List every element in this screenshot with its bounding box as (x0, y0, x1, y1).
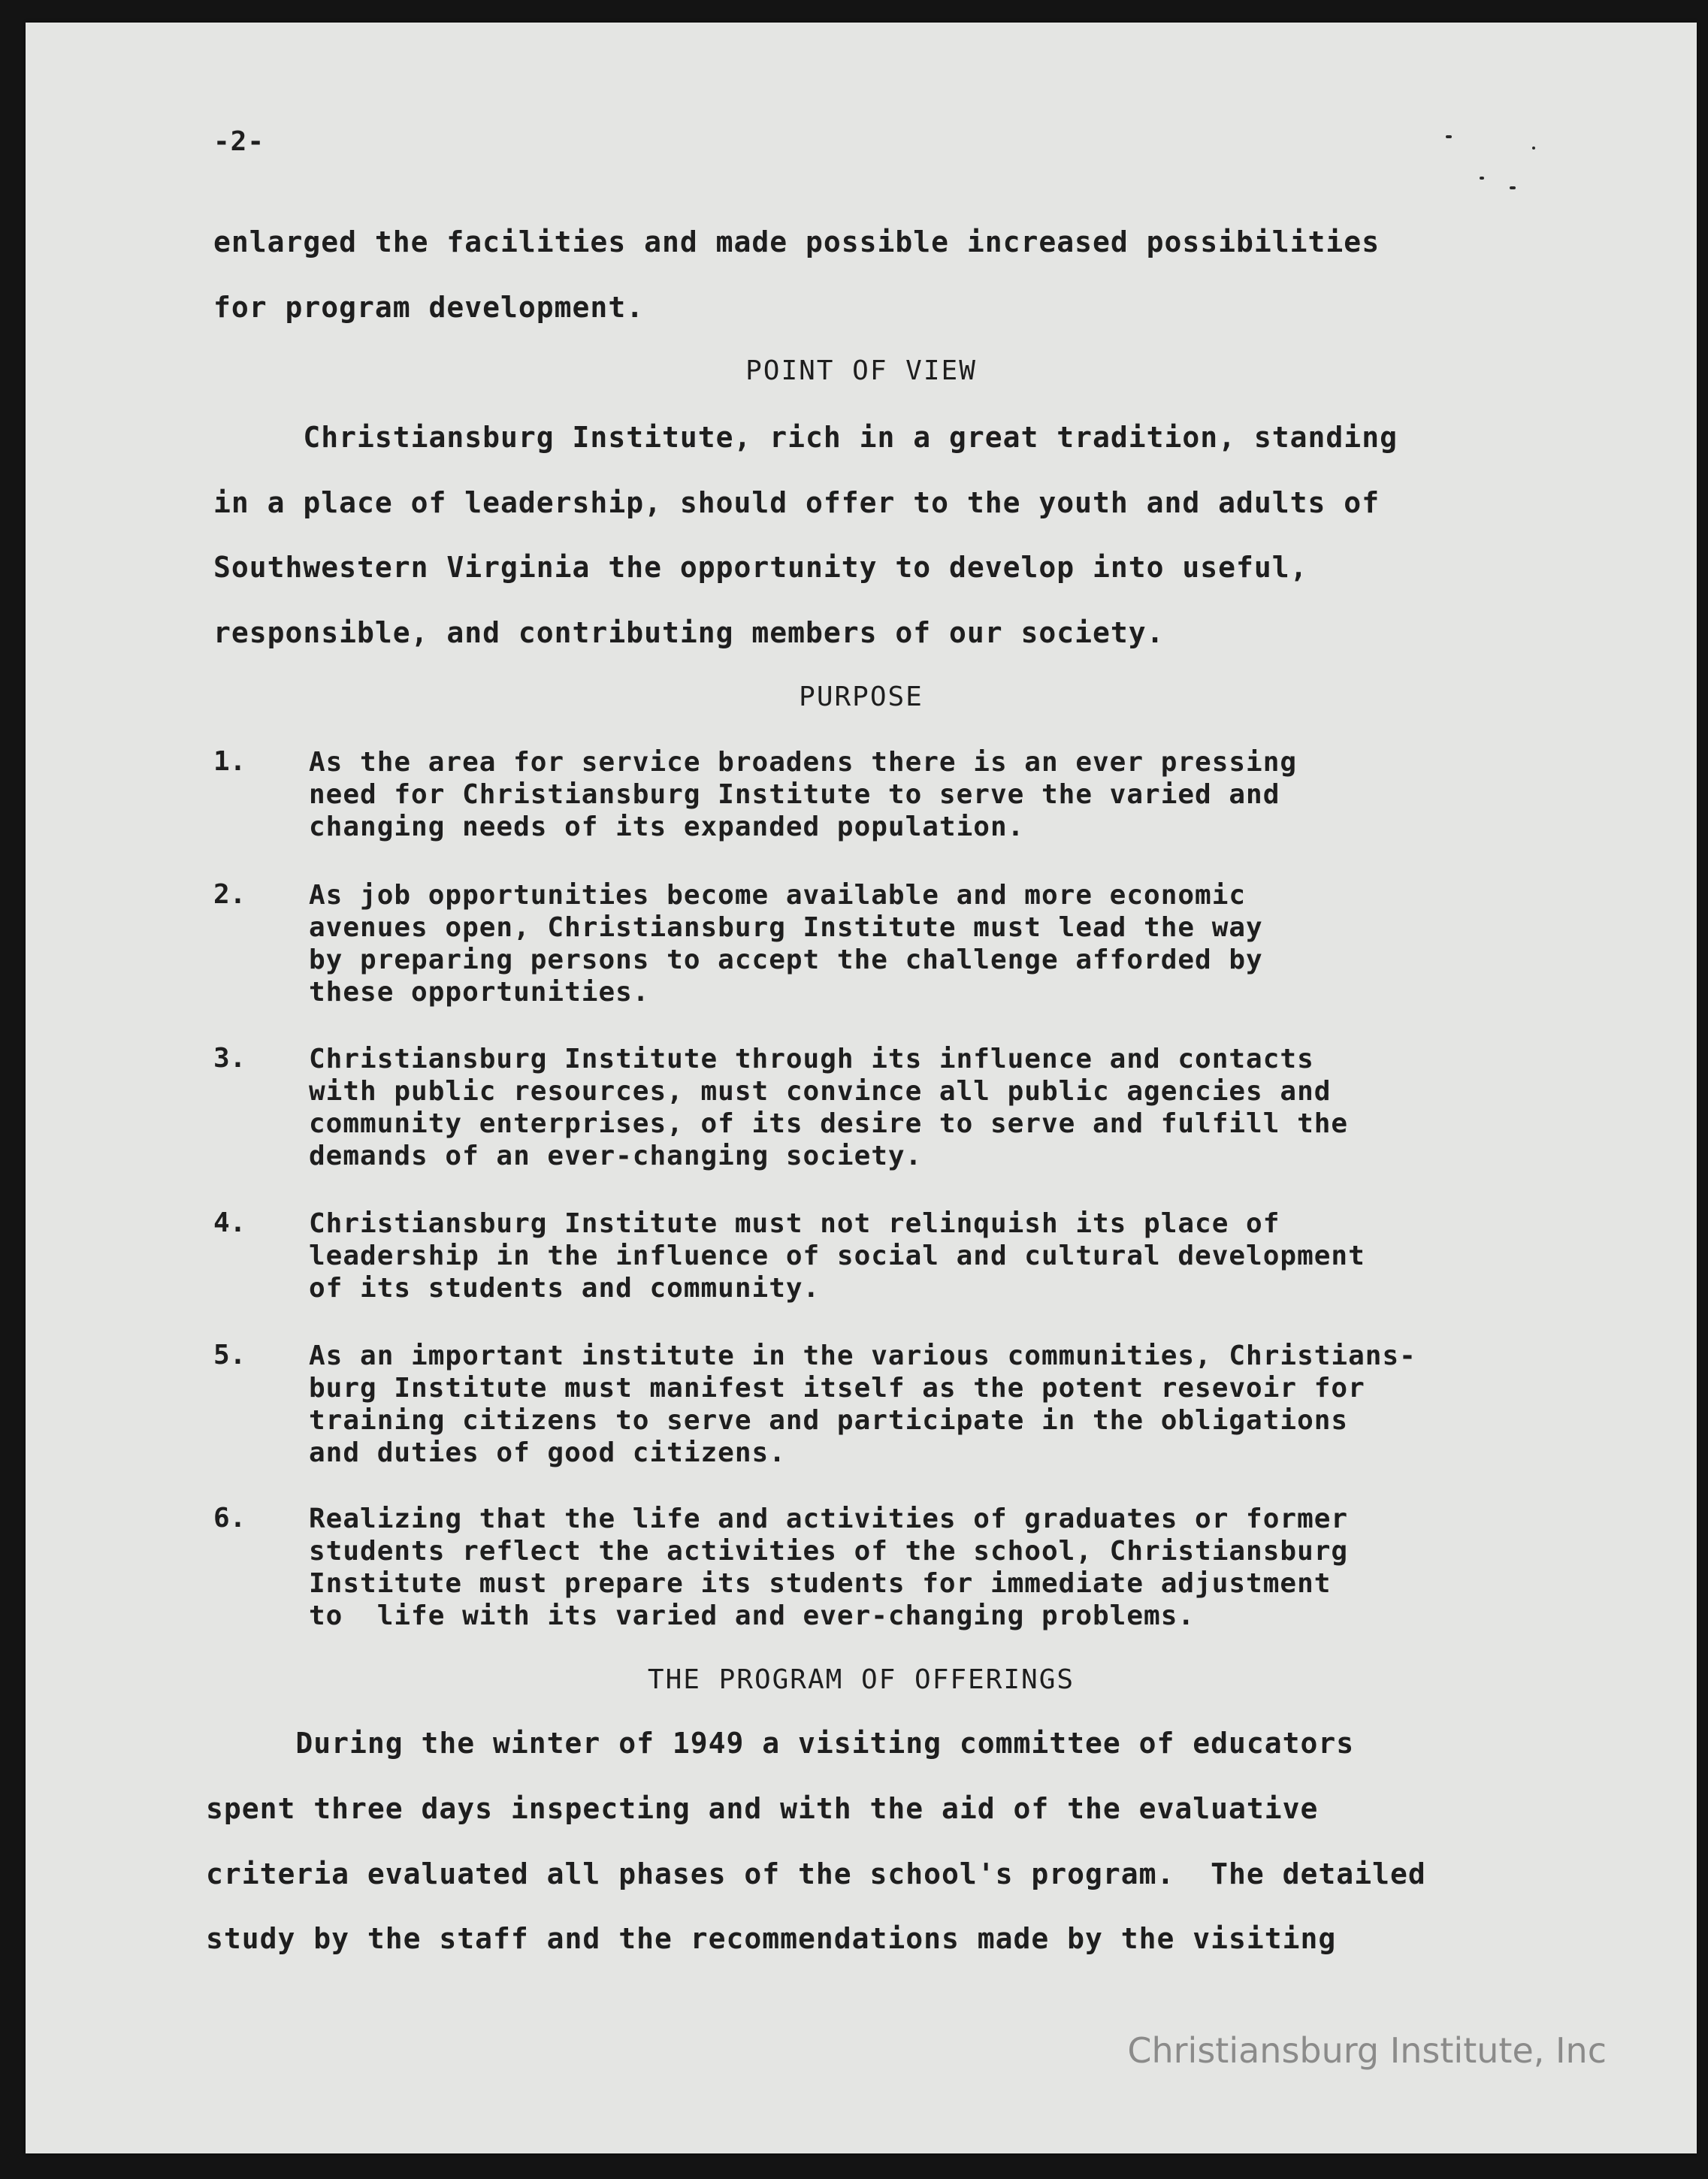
program-line: spent three days inspecting and with the aid of the evaluative (206, 1792, 1319, 1825)
item-line: As the area for service broadens there is an ever pressing (309, 747, 1298, 778)
item-line: demands of an ever-changing society. (309, 1141, 923, 1171)
watermark-text: Christiansburg Institute, Inc (1127, 2030, 1607, 2071)
program-line: criteria evaluated all phases of the school's program. The detailed (206, 1857, 1426, 1890)
item-text (309, 1043, 1348, 1172)
item-number: 6. (213, 1503, 246, 1534)
item-number: 5. (213, 1340, 246, 1371)
item-line: Christiansburg Institute through its influence and contacts (309, 1044, 1314, 1074)
item-line: by preparing persons to accept the challenge afforded by (309, 944, 1263, 975)
item-line: with public resources, must convince all public agencies and (309, 1076, 1332, 1107)
item-line: of its students and community. (309, 1273, 821, 1304)
item-number: 3. (213, 1043, 246, 1074)
item-line: As an important institute in the various communities, Christians- (309, 1340, 1416, 1371)
ink-speck (1532, 147, 1535, 150)
item-number: 2. (213, 879, 246, 910)
item-line: burg Institute must manifest itself as the potent resevoir for (309, 1373, 1365, 1404)
item-text (309, 1207, 1365, 1304)
point-of-view-line: Southwestern Virginia the opportunity to develop into useful, (213, 551, 1308, 584)
item-line: to life with its varied and ever-changing problems. (309, 1600, 1196, 1631)
item-text (309, 1340, 1416, 1469)
heading-point-of-view: POINT OF VIEW (745, 355, 977, 386)
item-number: 1. (213, 746, 246, 777)
point-of-view-line: Christiansburg Institute, rich in a great tradition, standing (213, 421, 1398, 454)
program-line: During the winter of 1949 a visiting committee of educators (206, 1727, 1355, 1760)
heading-program-of-offerings: THE PROGRAM OF OFFERINGS (647, 1664, 1075, 1695)
point-of-view-line: responsible, and contributing members of our society. (213, 616, 1165, 649)
item-line: and duties of good citizens. (309, 1437, 786, 1468)
intro-line: for program development. (213, 291, 645, 324)
item-line: training citizens to serve and participate in the obligations (309, 1405, 1349, 1436)
item-number: 4. (213, 1207, 246, 1238)
intro-line: enlarged the facilities and made possible increased possibilities (213, 225, 1380, 258)
item-text (309, 879, 1263, 1008)
item-text (309, 1503, 1348, 1632)
item-line: need for Christiansburg Institute to serve the varied and (309, 779, 1280, 810)
document-page (26, 23, 1697, 2153)
program-line: study by the staff and the recommendations made by the visiting (206, 1922, 1337, 1955)
item-line: Christiansburg Institute must not relinquish its place of (309, 1208, 1280, 1239)
item-line: As job opportunities become available and more economic (309, 880, 1247, 911)
page-number: -2- (213, 126, 265, 157)
ink-speck (1510, 186, 1516, 189)
item-text (309, 746, 1297, 843)
item-line: Realizing that the life and activities of graduates or former (309, 1504, 1349, 1534)
item-line: avenues open, Christiansburg Institute must lead the way (309, 912, 1263, 943)
item-line: Institute must prepare its students for immediate adjustment (309, 1568, 1332, 1599)
item-line: students reflect the activities of the school, Christiansburg (309, 1536, 1349, 1567)
item-line: community enterprises, of its desire to serve and fulfill the (309, 1108, 1349, 1139)
item-line: changing needs of its expanded population. (309, 811, 1025, 842)
ink-speck (1480, 177, 1484, 180)
point-of-view-line: in a place of leadership, should offer to the youth and adults of (213, 486, 1380, 519)
item-line: these opportunities. (309, 977, 650, 1008)
item-line: leadership in the influence of social and cultural development (309, 1241, 1365, 1271)
ink-speck (1446, 135, 1452, 138)
heading-purpose: PURPOSE (799, 682, 924, 712)
